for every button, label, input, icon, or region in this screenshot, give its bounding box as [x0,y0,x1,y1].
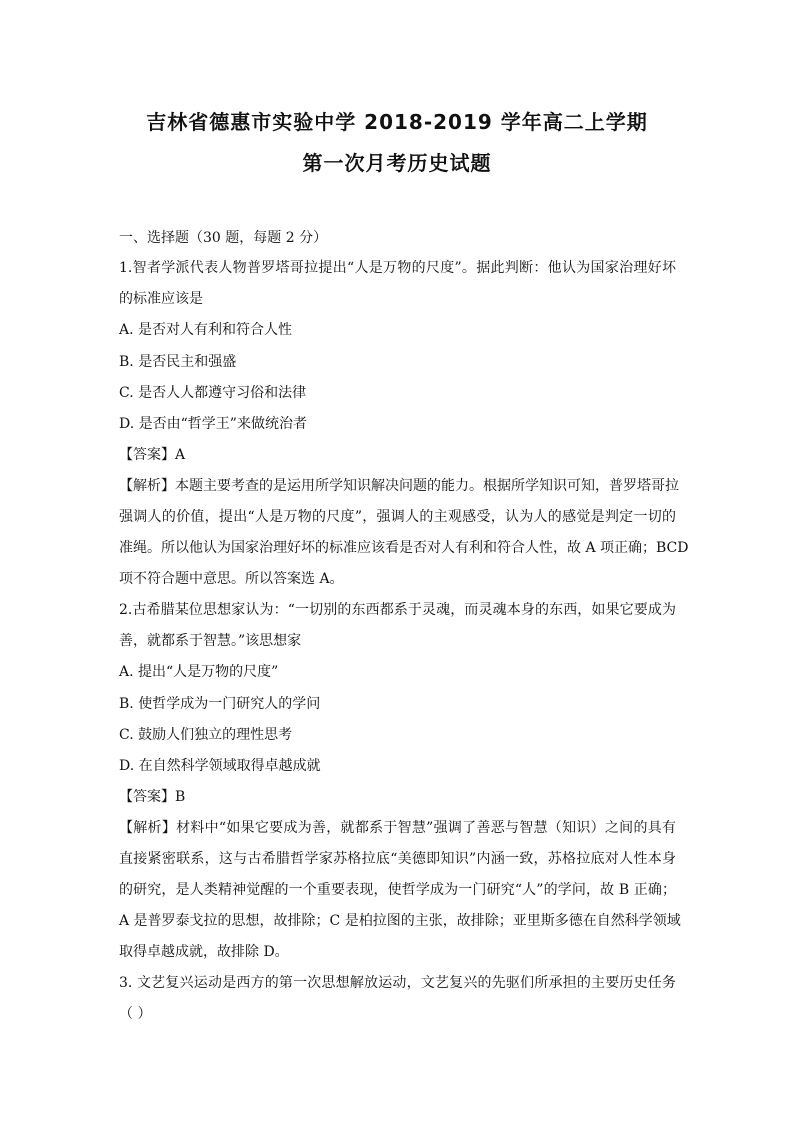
q2-analysis-line2: 直接紧密联系，这与古希腊哲学家苏格拉底“美德即知识”内涵一致，苏格拉底对人性本身 [119,851,676,867]
section-heading: 一、选择题（30 题，每题 2 分） [119,230,328,246]
q1-analysis-line3: 准绳。所以他认为国家治理好坏的标准应该看是否对人有利和符合人性，故 A 项正确；BCD [119,540,689,556]
q1-option-a: A. 是否对人有利和符合人性 [119,322,293,338]
q2-stem-line2: 善，就都系于智慧。”该思想家 [119,633,302,649]
q1-analysis-line1: 【解析】本题主要考查的是运用所学知识解决问题的能力。根据所学知识可知，普罗塔哥拉 [119,478,679,494]
q2-analysis-line3: 的研究，是人类精神觉醒的一个重要表现，使哲学成为一门研究“人”的学问，故 B 正确； [119,882,676,898]
q2-option-b: B. 使哲学成为一门研究人的学问 [119,696,321,712]
q2-option-c: C. 鼓励人们独立的理性思考 [119,727,293,743]
q2-analysis-line1: 【解析】材料中“如果它要成为善，就都系于智慧”强调了善恶与智慧（知识）之间的具有 [119,820,676,836]
q2-stem-line1: 2.古希腊某位思想家认为：“一切别的东西都系于灵魂，而灵魂本身的东西，如果它要成为 [119,602,676,618]
q1-answer: 【答案】A [119,447,186,463]
q2-answer: 【答案】B [119,789,186,805]
q2-analysis-line4: A 是普罗泰戈拉的思想，故排除；C 是柏拉图的主张，故排除；亚里斯多德在自然科学领域 [119,913,681,929]
q3-stem-line2: （ ） [119,1006,152,1022]
exam-title-line1: 吉林省德惠市实验中学 2018-2019 学年高二上学期 [146,110,648,134]
exam-title-line2: 第一次月考历史试题 [302,151,492,175]
q3-stem-line1: 3. 文艺复兴运动是西方的第一次思想解放运动，文艺复兴的先驱们所承担的主要历史任务 [119,975,676,991]
q1-option-d: D. 是否由“哲学王”来做统治者 [119,416,307,432]
q1-stem-line2: 的标准应该是 [119,291,203,307]
q1-analysis-line2: 强调人的价值，提出“人是万物的尺度”，强调人的主观感受，认为人的感觉是判定一切的 [119,509,676,525]
q2-analysis-line5: 取得卓越成就，故排除 D。 [119,944,289,960]
q1-analysis-line4: 项不符合题中意思。所以答案选 A。 [119,571,344,587]
q1-option-c: C. 是否人人都遵守习俗和法律 [119,385,307,401]
q2-option-d: D. 在自然科学领域取得卓越成就 [119,758,321,774]
q1-stem-line1: 1.智者学派代表人物普罗塔哥拉提出“人是万物的尺度”。据此判断：他认为国家治理好坏 [119,260,676,276]
q2-option-a: A. 提出“人是万物的尺度” [119,664,279,680]
q1-option-b: B. 是否民主和强盛 [119,354,237,370]
